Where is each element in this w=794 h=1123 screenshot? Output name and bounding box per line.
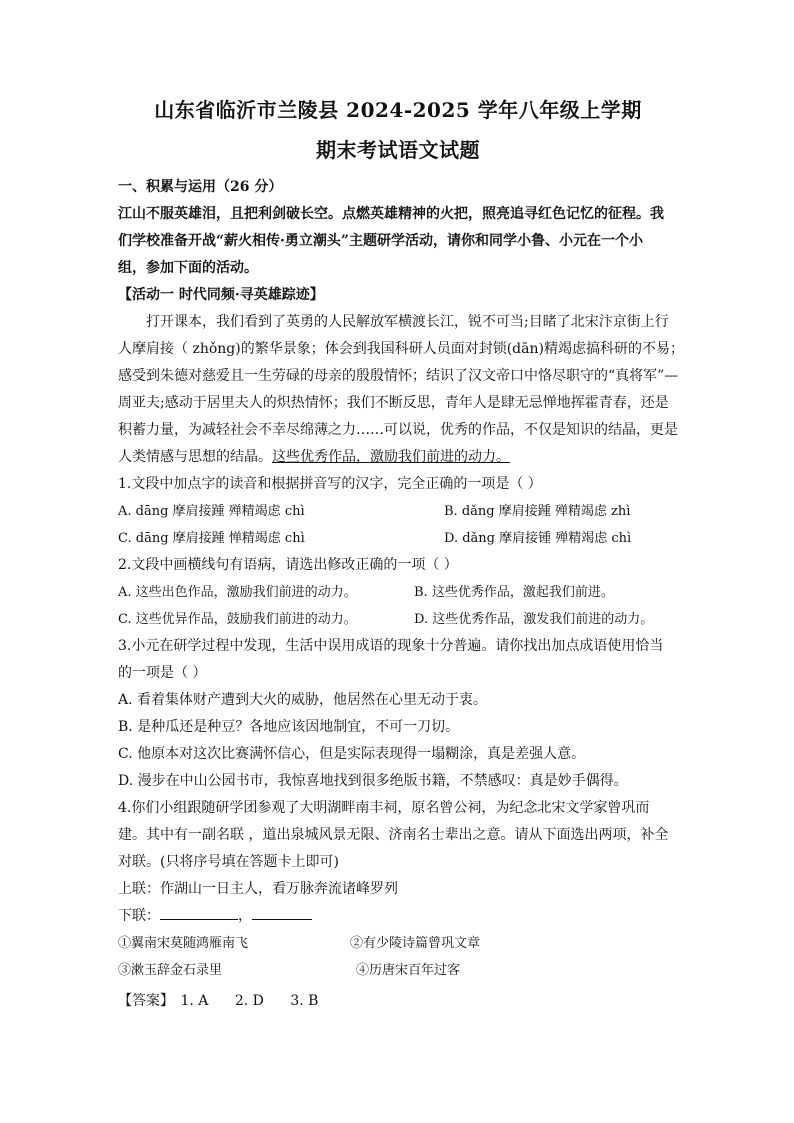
q3-stem-line1: 3.小元在研学过程中发现，生活中误用成语的现象十分普遍。请你找出加点成语使用恰当 — [118, 638, 664, 654]
q2-option-d: D. 这些优秀作品，激发我们前进的动力。 — [414, 612, 654, 627]
q2-options-row1 — [118, 579, 678, 606]
q4-options-row1 — [118, 930, 678, 957]
q2-option-b: B. 这些优秀作品，激起我们前进。 — [414, 585, 614, 600]
section1-heading: 一、积累与运用（26 分） — [118, 179, 283, 195]
lower-label: 下联： — [118, 908, 160, 924]
intro-line-2: 们学校准备开战“薪火相传·勇立潮头”主题研学活动，请你和同学小鲁、小元在一个小 — [118, 233, 643, 249]
q1-options-row2 — [118, 525, 678, 552]
passage-line-4: 周亚夫;感动于居里夫人的炽热情怀；我们不断反思，青年人是肆无忌惮地挥霍青春，还是 — [118, 395, 669, 411]
passage-line-6 — [118, 444, 678, 471]
q3-option-b: B. 是种瓜还是种豆？各地应该因地制宜，不可一刀切。 — [118, 719, 460, 735]
lower-sep: ， — [238, 908, 252, 924]
passage-last-plain: 人类情感与思想的结晶。 — [118, 449, 272, 465]
q4-option-2: ②有少陵诗篇曾巩文章 — [350, 936, 481, 951]
q4-options-row2 — [118, 957, 678, 984]
activity1-heading: 【活动一 时代同频·寻英雄踪迹】 — [118, 287, 324, 303]
q3-option-a: A. 看着集体财产遭到大火的威胁，他居然在心里无动于衷。 — [118, 692, 488, 708]
q4-stem-line2: 建。其中有一副名联 ，道出泉城风景无限、济南名士辈出之意。请从下面选出两项，补全 — [118, 827, 669, 843]
q4-option-1: ①翼南宋莫随鸿雁南飞 — [118, 936, 249, 951]
q1-options-row1 — [118, 498, 678, 525]
q3-stem-line2: 的一项是（ ） — [118, 665, 207, 681]
q1-stem: 1.文段中加点字的读音和根据拼音写的汉字，完全正确的一项是（ ） — [118, 476, 542, 492]
q2-stem: 2.文段中画横线句有语病，请选出修改正确的一项（ ） — [118, 557, 458, 573]
answer-blank-1[interactable] — [160, 905, 238, 920]
underlined-sentence: 这些优秀作品，激励我们前进的动力。 — [272, 449, 510, 465]
passage-line-2: 人摩肩接（ zhǒng)的繁华景象；体会到我国科研人员面对封锁(dān)精竭虑搞科研的不易； — [118, 341, 684, 357]
passage-line-3: 感受到朱德对慈爱且一生劳碌的母亲的殷殷情怀；结识了汉文帝口中恪尽职守的“真将军”— — [118, 368, 679, 384]
title-line2: 期末考试语文试题 — [316, 138, 480, 162]
q3-option-c: C. 他原本对这次比赛满怀信心，但是实际表现得一塌糊涂，真是差强人意。 — [118, 746, 586, 762]
intro-line-3: 组，参加下面的活动。 — [118, 260, 258, 276]
answer-3: 3. B — [290, 993, 319, 1009]
q2-option-c: C. 这些优异作品，鼓励我们前进的动力。 — [118, 612, 357, 627]
q1-option-c: C. dāng 摩肩接踵 惮精竭虑 chì — [118, 531, 305, 546]
passage-line-5: 积蓄力量，为减轻社会不幸尽绵薄之力……可以说，优秀的作品，不仅是知识的结晶，更是 — [118, 422, 678, 438]
q4-lower-couplet — [118, 903, 678, 930]
q4-upper-couplet: 上联：作湖山一日主人，看万脉奔流诸峰罗列 — [118, 881, 398, 897]
title-line1: 山东省临沂市兰陵县 2024-2025 学年八年级上学期 — [154, 98, 642, 122]
q4-option-4: ④历唐宋百年过客 — [356, 963, 461, 978]
passage-line-1: 打开课本，我们看到了英勇的人民解放军横渡长江，锐不可当;目睹了北宋汴京街上行 — [146, 314, 669, 330]
answer-blank-2[interactable] — [252, 905, 312, 920]
intro-line-1: 江山不服英雄泪，且把利剑破长空。点燃英雄精神的火把，照亮追寻红色记忆的征程。我 — [118, 206, 664, 222]
q1-option-a: A. dāng 摩肩接踵 殚精竭虑 chì — [118, 504, 305, 519]
answer-2: 2. D — [234, 993, 264, 1009]
q2-option-a: A. 这些出色作品，激励我们前进的动力。 — [118, 585, 357, 600]
q4-option-3: ③漱玉辞金石录里 — [118, 963, 223, 978]
q1-option-b: B. dǎng 摩肩接踵 殚精竭虑 zhì — [444, 504, 631, 519]
q2-options-row2 — [118, 606, 678, 633]
q3-option-d: D. 漫步在中山公园书市，我惊喜地找到很多绝版书籍，不禁感叹：真是妙手偶得。 — [118, 773, 628, 789]
document-page — [118, 92, 684, 1015]
q4-stem-line3: 对联。(只将序号填在答题卡上即可) — [118, 854, 339, 870]
answer-1: 1. A — [180, 993, 209, 1009]
q4-stem-line1: 4.你们小组跟随研学团参观了大明湖畔南丰祠，原名曾公祠，为纪念北宋文学家曾巩而 — [118, 800, 650, 816]
q1-option-d: D. dǎng 摩肩接锺 殚精竭虑 chì — [444, 531, 632, 546]
answer-label: 【答案】 — [118, 993, 174, 1009]
answer-line — [118, 988, 678, 1015]
